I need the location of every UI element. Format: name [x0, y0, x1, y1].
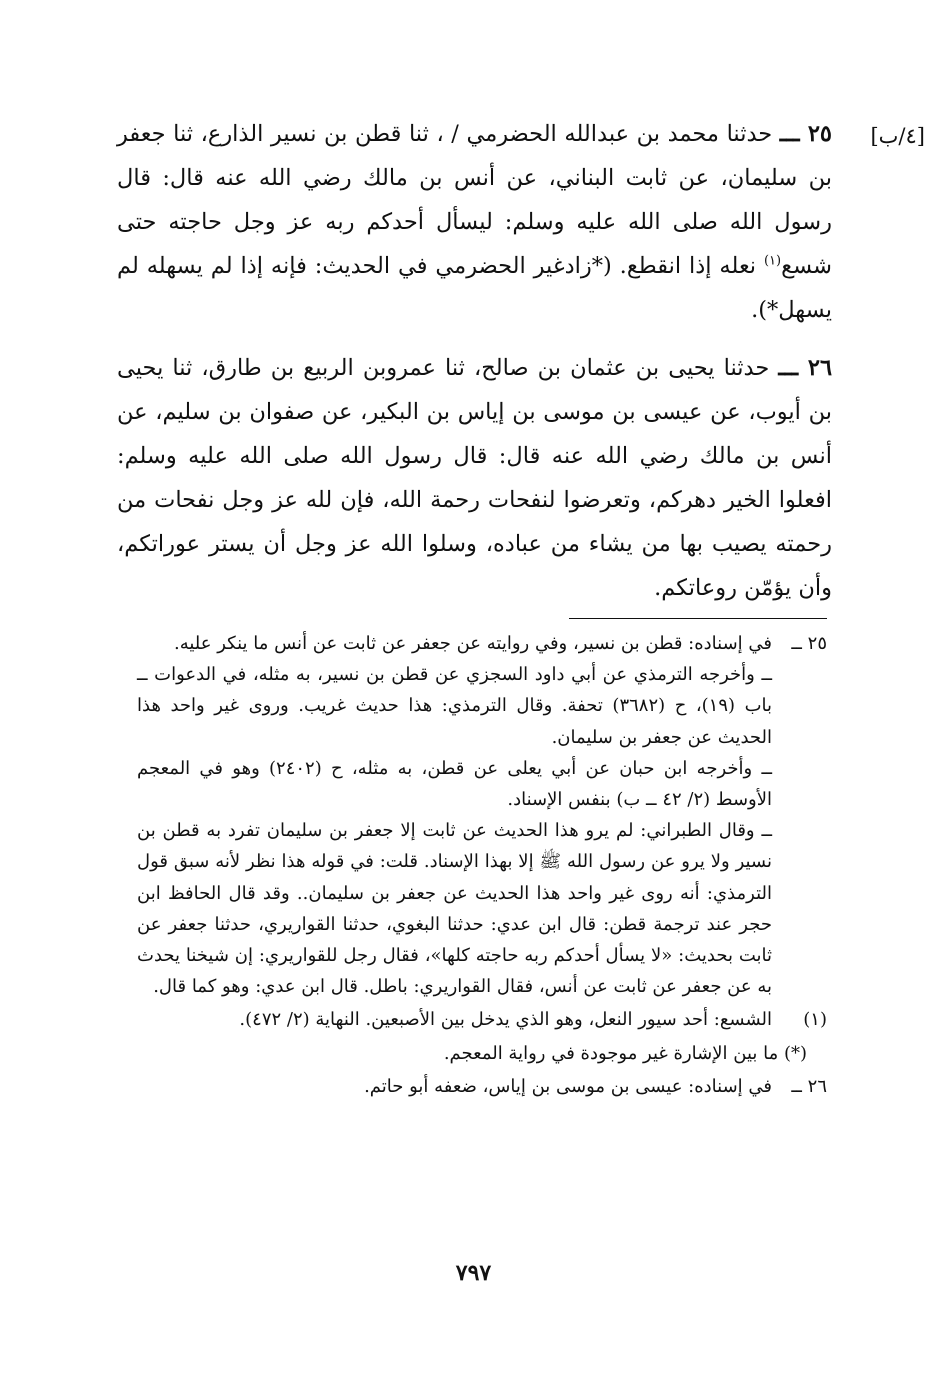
footnote-26: [137, 1071, 827, 1102]
footnote-paragraph: ــ وأخرجه الترمذي عن أبي داود السجزي عن قطن بن نسير، به مثله، في الدعوات ــ باب (١٩)، ح (٣٦٨٢) تحفة. وقال الترمذي: هذا حديث غريب. وروى غير واحد هذا الحديث عن جعفر بن سليمان.: [137, 664, 773, 748]
hadith-text: حدثنا محمد بن عبدالله الحضرمي / ، ثنا قطن بن نسير الذارع، ثنا جعفر بن سليمان، عن ثابت البناني، عن أنس بن مالك رضي الله عنه قال: قال رسول الله صلى الله عليه وسلم: ليسأل أحدكم ربه عز وجل حاجته حتى شسع: [117, 121, 832, 279]
main-text: [117, 112, 832, 610]
hadith-25: [117, 112, 832, 332]
footnote-star-text: (*) ما بين الإشارة غير موجودة في رواية المعجم.: [443, 1042, 807, 1064]
hadith-number: ٢٦ ـــ: [778, 355, 833, 381]
footnote-label: (١): [803, 1009, 827, 1031]
footnote-25: [137, 628, 827, 1002]
hadith-number: ٢٥ ـــ: [779, 121, 833, 147]
footnote-1: [137, 1004, 827, 1035]
footnotes: [137, 628, 827, 1102]
footnote-paragraph: ــ وأخرجه ابن حبان عن أبي يعلى عن قطن، به مثله، ح (٢٤٠٢) وهو في المعجم الأوسط (٢/ ٤٢ ــ ب) بنفس الإسناد.: [137, 757, 772, 811]
page-number: ٧٩٧: [455, 1260, 492, 1286]
footnote-body: الشسع: أحد سيور النعل، وهو الذي يدخل بين الأصبعين. النهاية (٢/ ٤٧٢).: [239, 1009, 772, 1031]
hadith-text: حدثنا يحيى بن عثمان بن صالح، ثنا عمروبن الربيع بن طارق، ثنا يحيى بن أيوب، عن عيسى بن موسى بن إياس بن البكير، عن صفوان بن سليم، عن أنس بن مالك رضي الله عنه قال: قال رسول الله صلى الله عليه وسلم: افعلوا الخير دهركم، وتعرضوا لنفحات رحمة الله، فإن لله عز وجل نفحات من رحمته يصيب بها من يشاء من عباده، وسلوا الله عز وجل أن يستر عوراتكم، وأن يؤمّن روعاتكم.: [117, 355, 832, 601]
hadith-26: [117, 346, 832, 610]
manuscript-folio-note: [٤/ب]: [870, 124, 925, 148]
footnote-label: ٢٥ ــ: [791, 633, 827, 654]
hadith-text-continued: نعله إذا انقطع. (*زادغير الحضرمي في الحديث: فإنه إذا لم يسهله لم يسهل*).: [117, 253, 832, 323]
footnote-divider: [569, 618, 827, 619]
footnote-marker: (١): [763, 253, 782, 269]
footnote-body: في إسناده: عيسى بن موسى بن إياس، ضعفه أبو حاتم.: [364, 1075, 772, 1097]
footnote-paragraph: في إسناده: قطن بن نسير، وفي روايته عن جعفر عن ثابت عن أنس ما ينكر عليه.: [174, 633, 772, 654]
footnote-paragraph: ــ وقال الطبراني: لم يرو هذا الحديث عن ثابت إلا جعفر بن سليمان تفرد به قطن بن نسير ولا يرو عن رسول الله ﷺ إلا بهذا الإسناد. قلت: في قوله هذا نظر لأنه سبق قول الترمذي: أنه روى غير واحد هذا الحديث عن جعفر بن سليمان.. وقد قال الحافظ ابن حجر عند ترجمة قطن: قال ابن عدي: حدثنا البغوي، حدثنا القواريري، حدثنا جعفر عن ثابت بحديث: «لا يسأل أحدكم ربه حاجته كلها»، فقال رجل للقواريري: إن شيخنا يحدث به عن جعفر عن ثابت عن أنس، فقال القواريري: باطل. قال ابن عدي: وهو كما قال.: [137, 820, 772, 998]
footnote-body: [137, 628, 772, 1002]
footnote-label: ٢٦ ــ: [791, 1075, 827, 1097]
footnote-star: [137, 1038, 827, 1069]
